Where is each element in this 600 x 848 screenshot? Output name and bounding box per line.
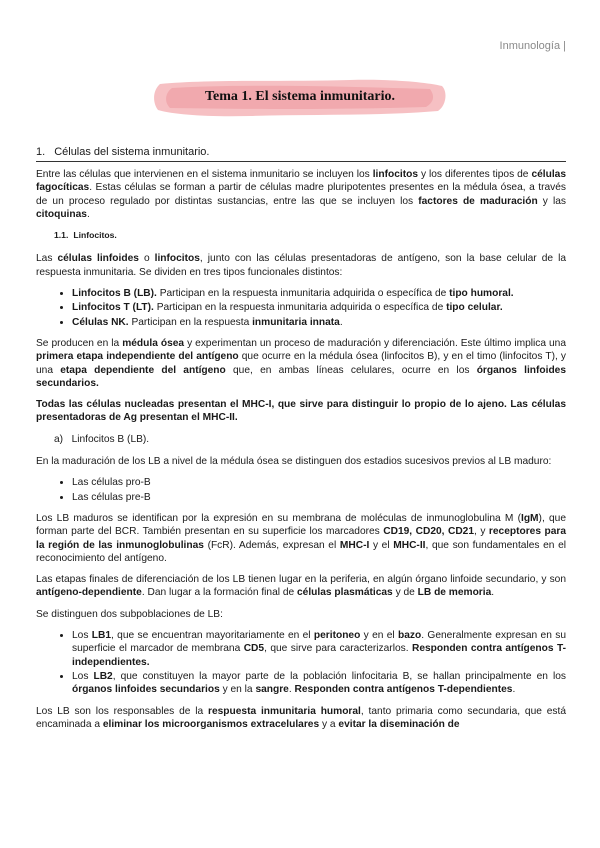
paragraph-intro: Entre las células que intervienen en el sistema inmunitario se incluyen los linfocitos y los diferentes tipos de células fagocíticas. Estas células se forman a partir de células madre pluripotentes presentes en la médula ósea, a través de un proceso regulado por distintas sustancias, entre las que se incluyen los factores de maduración y las citoquinas. <box>36 169 567 220</box>
paragraph-lb-maduros: Los LB maduros se identifican por la expresión en su membrana de moléculas de inmunoglobulina M (IgM), que forman parte del BCR. También presentan en su superficie los marcadores CD19, CD20, CD21, y receptores para la región de las inmunoglobulinas (FcR). Además, expresan el MHC-I y el MHC-II, que son fundamentales en el reconocimiento del antígeno. <box>36 512 567 564</box>
document-body <box>36 168 566 739</box>
list-item: • Las células pro-B <box>72 476 566 489</box>
lb-subpopulations-list <box>36 629 566 696</box>
lymphocyte-types-list <box>36 287 566 329</box>
subsection-heading: 1.1. Linfocitos. <box>54 230 117 241</box>
list-item: • Los LB2, que constituyen la mayor parte de la población linfocitaria B, se hallan principalmente en los órganos linfoides secundarios y en la sangre. Responden contra antígenos T-dependientes. <box>72 670 566 697</box>
page-title: Tema 1. El sistema inmunitario. <box>204 89 396 104</box>
section-title: Células del sistema inmunitario. <box>54 146 210 158</box>
lb-stages-list <box>36 476 566 504</box>
paragraph-etapas-finales: Las etapas finales de diferenciación de los LB tienen lugar en la periferia, en algún órgano linfoide secundario, y son antígeno-dependiente. Dan lugar a la formación final de células plasmáticas y de LB de memoria. <box>36 574 566 599</box>
item-a-heading: a) Linfocitos B (LB). <box>54 433 150 445</box>
list-item: • Células NK. Participan en la respuesta inmunitaria innata. <box>72 316 566 329</box>
paragraph-linfocitos: Las células linfoides o linfocitos, junto con las células presentadoras de antígeno, son la base celular de la respuesta inmunitaria. Se dividen en tres tipos funcionales distintos: <box>36 253 566 278</box>
section-number: 1. <box>36 146 46 158</box>
paragraph-maduracion: Se producen en la médula ósea y experimentan un proceso de maduración y diferenciación. Este último implica una primera etapa independiente del antígeno que ocurre en la médula ósea (linfocitos B), y en el timo (linfocitos T), y una etapa dependiente del antígeno que, en ambas líneas celulares, ocurre en los órganos linfoides secundarios. <box>36 337 567 389</box>
list-item: • Las células pre-B <box>72 491 566 504</box>
paragraph-respuesta-humoral: Los LB son los responsables de la respuesta inmunitaria humoral, tanto primaria como secundaria, que está encaminada a eliminar los microorganismos extracelulares y a evitar la diseminación de <box>36 705 566 730</box>
header-subject: Inmunología | <box>499 40 566 52</box>
paragraph-subpoblaciones: Se distinguen dos subpoblaciones de LB: <box>36 608 223 620</box>
list-item: • Linfocitos B (LB). Participan en la respuesta inmunitaria adquirida o específica de tipo humoral. <box>72 287 566 300</box>
paragraph-maduracion-lb: En la maduración de los LB a nivel de la médula ósea se distinguen dos estadios sucesivos previos al LB maduro: <box>36 456 552 468</box>
list-item: • Los LB1, que se encuentran mayoritariamente en el peritoneo y en el bazo. Generalmente expresan en su superficie el marcador de membrana CD5, que sirve para caracterizarlos. Responden contra antígenos T-independientes. <box>72 629 566 669</box>
paragraph-mhc: Todas las células nucleadas presentan el MHC-I, que sirve para distinguir lo propio de lo ajeno. Las células presentadoras de Ag presentan el MHC-II. <box>36 399 566 424</box>
section-heading <box>36 146 566 162</box>
title-banner <box>150 78 450 118</box>
list-item: • Linfocitos T (LT). Participan en la respuesta inmunitaria adquirida o específica de tipo celular. <box>72 301 566 314</box>
